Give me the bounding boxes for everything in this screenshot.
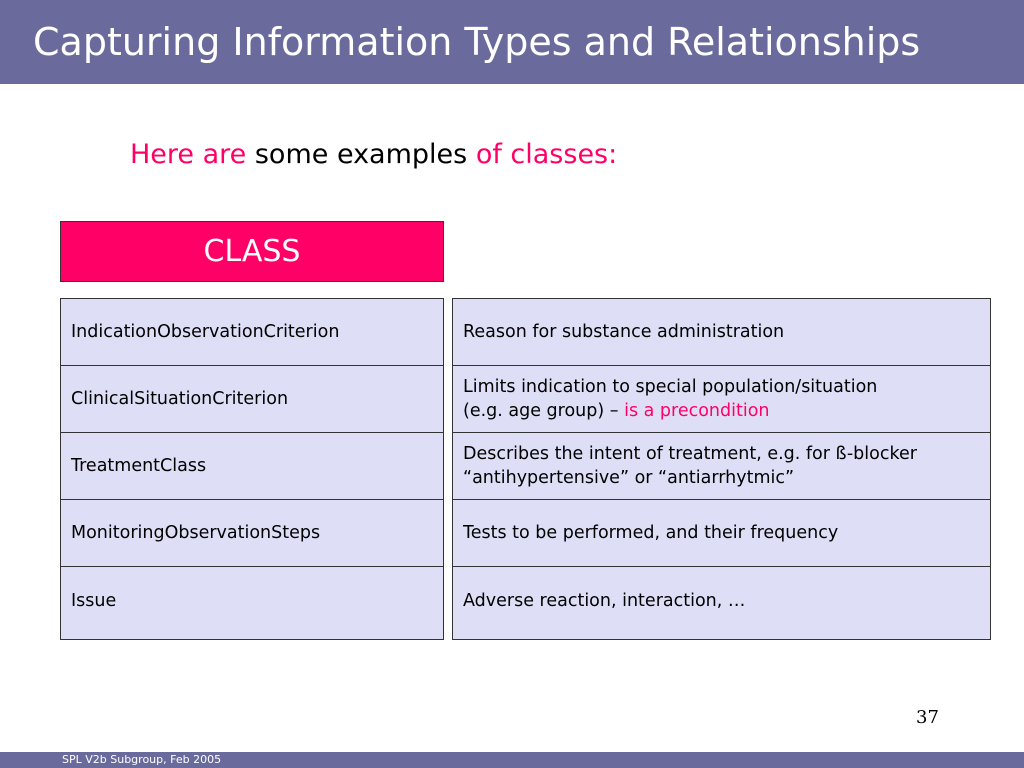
description-text: Reason for substance administration <box>463 322 785 342</box>
slide-title: Capturing Information Types and Relationships <box>33 20 921 64</box>
description-text: Tests to be performed, and their frequency <box>463 523 839 543</box>
class-name: MonitoringObservationSteps <box>71 523 321 543</box>
description-cell <box>453 433 990 500</box>
description-text-2: (e.g. age group) – <box>463 401 625 421</box>
description-line-2 <box>463 399 988 423</box>
page-number: 37 <box>916 707 939 728</box>
class-cell <box>61 500 443 567</box>
class-name: IndicationObservationCriterion <box>71 322 340 342</box>
description-text: Adverse reaction, interaction, … <box>463 591 746 611</box>
subtitle-part-2: some examples <box>246 139 476 170</box>
description-cell <box>453 500 990 567</box>
description-cell <box>453 299 990 366</box>
footer-bar <box>0 752 1024 768</box>
description-cell <box>453 366 990 433</box>
class-name: ClinicalSituationCriterion <box>71 389 289 409</box>
footer-text: SPL V2b Subgroup, Feb 2005 <box>62 753 222 766</box>
description-cell <box>453 567 990 635</box>
description-text: Limits indication to special population/situation <box>463 377 878 397</box>
class-cell <box>61 567 443 635</box>
class-name-column <box>60 298 444 640</box>
subtitle-part-1: Here are <box>130 139 247 170</box>
slide-subtitle <box>130 139 617 170</box>
class-cell <box>61 299 443 366</box>
class-name: Issue <box>71 591 117 611</box>
class-cell <box>61 366 443 433</box>
class-cell <box>61 433 443 500</box>
class-header: CLASS <box>60 221 444 282</box>
description-text-2: “antihypertensive” or “antiarrhytmic” <box>463 468 795 488</box>
title-bar <box>0 0 1024 84</box>
precondition-highlight: is a precondition <box>624 401 770 421</box>
description-column <box>452 298 991 640</box>
description-text: Describes the intent of treatment, e.g. for ß-blocker <box>463 444 917 464</box>
class-name: TreatmentClass <box>71 456 207 476</box>
subtitle-part-3: of classes: <box>475 139 618 170</box>
